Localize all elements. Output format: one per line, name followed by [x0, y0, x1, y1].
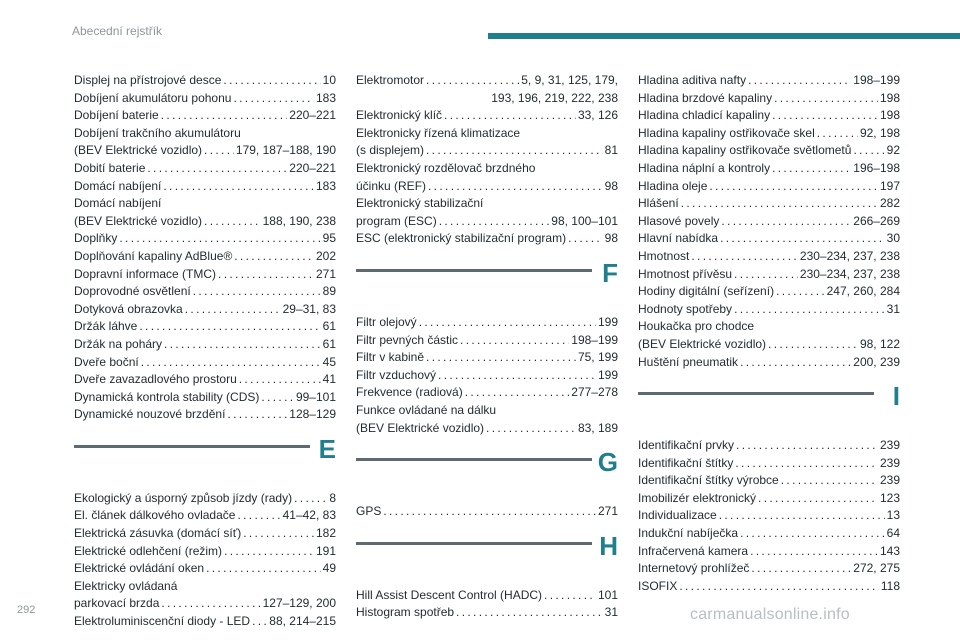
leader-dots: [544, 587, 596, 605]
index-entry: [638, 490, 900, 508]
index-entry-term: Hladina oleje: [638, 178, 708, 193]
index-entry-pages: 118: [880, 578, 900, 593]
leader-dots: [681, 195, 878, 213]
index-entry-term: Hmotnost přívěsu: [638, 266, 733, 281]
index-entry-term: Elektromotor: [356, 73, 425, 87]
leader-dots: [768, 336, 858, 354]
leader-dots: [428, 178, 603, 196]
leader-dots: [456, 604, 603, 622]
index-entry: [638, 578, 900, 596]
index-entry: [638, 354, 900, 372]
index-entry-term: Elektroluminiscenční diody - LED: [74, 614, 251, 629]
index-entry-term: Dveře zavazadlového prostoru: [74, 372, 237, 387]
leader-dots: [164, 336, 321, 354]
index-entry: [638, 266, 900, 284]
index-entry-pages: 88, 214–215: [269, 614, 336, 629]
index-entry: [356, 195, 618, 230]
index-entry-pages: 127–129, 200: [262, 596, 336, 611]
index-entry-pages: 197: [879, 178, 900, 193]
index-entry: [74, 283, 336, 301]
leader-dots: [776, 283, 825, 301]
index-entry-pages: 266–269: [853, 213, 900, 228]
index-entry: [638, 301, 900, 319]
index-entry-term: Filtr vzduchový: [356, 367, 437, 382]
index-entry-pages: 31: [604, 605, 618, 620]
watermark: carmanualsonline.info: [690, 606, 850, 623]
index-entry-pages: 89: [322, 284, 336, 299]
index-entry-term: Domácí nabíjení: [74, 196, 162, 211]
index-column-1: [74, 72, 336, 631]
index-entry: [638, 543, 900, 561]
index-entry-term: Hladina chladicí kapaliny: [638, 108, 771, 123]
index-entry: [638, 318, 900, 353]
index-entry-term: účinku (REF): [356, 178, 427, 193]
index-entry-term: Dobíjení akumulátoru pohonu: [74, 90, 232, 105]
index-entry-pages: 30: [886, 231, 900, 246]
index-entry: [356, 503, 618, 521]
index-entry-pages: 282: [879, 196, 900, 211]
index-entry: [638, 178, 900, 196]
index-entry-pages: 98: [604, 178, 618, 193]
index-column-2: [356, 72, 618, 622]
index-entry: [74, 266, 336, 284]
index-entry-term: Houkačka pro chodce: [638, 319, 755, 334]
leader-dots: [237, 507, 280, 525]
index-entry-pages: 182: [315, 526, 336, 541]
index-entry-term: Elektricky ovládaná: [74, 578, 178, 593]
leader-dots: [772, 107, 878, 125]
chapter-title: Abecední rejstřík: [72, 24, 163, 38]
index-column-3: [638, 72, 900, 595]
index-entry: [638, 160, 900, 178]
index-entry: [74, 406, 336, 424]
index-entry: [74, 107, 336, 125]
index-entry-pages: 41–42, 83: [282, 508, 336, 523]
leader-dots: [147, 160, 287, 178]
index-entry: [356, 604, 618, 622]
index-entry-pages: 199: [597, 314, 618, 329]
leader-dots: [139, 318, 320, 336]
leader-dots: [679, 578, 879, 596]
leader-dots: [218, 266, 314, 284]
leader-dots: [426, 142, 603, 160]
section-rule: [356, 458, 592, 461]
index-entry-term: Identifikační prvky: [638, 438, 735, 453]
index-entry-pages: 13: [886, 508, 900, 523]
index-entry-term: Hmotnost: [638, 248, 690, 263]
leader-dots: [709, 178, 878, 196]
leader-dots: [119, 230, 320, 248]
leader-dots: [751, 560, 851, 578]
index-entry-term: Elektronický rozdělovač brzdného: [356, 160, 536, 175]
index-entry: [356, 125, 618, 160]
leader-dots: [224, 543, 314, 561]
index-entry-pages: 230–234, 237, 238: [799, 266, 900, 281]
index-entry-term: program (ESC): [356, 213, 437, 228]
index-entry-term: Hladina aditiva nafty: [638, 73, 747, 87]
index-entry: [74, 371, 336, 389]
index-entry-term: Dynamická kontrola stability (CDS): [74, 389, 260, 404]
index-entry-pages: 179, 187–188, 190: [235, 143, 336, 158]
index-entry: [356, 384, 618, 402]
index-entry: [638, 125, 900, 143]
leader-dots: [185, 301, 281, 319]
leader-dots: [721, 213, 851, 231]
index-entry: [638, 283, 900, 301]
leader-dots: [163, 178, 314, 196]
index-entry-pages: 198–199: [853, 73, 900, 87]
index-entry-pages: 8: [329, 490, 336, 505]
index-entry-term: Indukční nabíječka: [638, 526, 739, 541]
section-heading: [638, 371, 900, 437]
index-entry-pages: 31: [886, 301, 900, 316]
index-entry: [74, 248, 336, 266]
index-entry-term: Hladina náplní a kontroly: [638, 160, 771, 175]
leader-dots: [294, 490, 327, 508]
leader-dots: [438, 367, 596, 385]
index-entry-pages: 33, 126: [577, 108, 618, 123]
index-entry: [356, 587, 618, 605]
index-entry-term: (BEV Elektrické vozidlo): [356, 420, 485, 435]
index-entry-pages: 188, 190, 238: [262, 213, 336, 228]
index-entry-term: Dveře boční: [74, 354, 139, 369]
index-entry-term: Hlasové povely: [638, 213, 720, 228]
index-entry-term: (s displejem): [356, 143, 425, 158]
leader-dots: [781, 472, 878, 490]
leader-dots: [204, 142, 234, 160]
index-entry: [74, 507, 336, 525]
index-entry: [74, 230, 336, 248]
index-entry-term: Elektronicky řízená klimatizace: [356, 125, 521, 140]
leader-dots: [568, 230, 603, 248]
index-entry: [638, 142, 900, 160]
index-entry-pages: 271: [597, 504, 618, 519]
index-entry-term: Doprovodné osvětlení: [74, 284, 191, 299]
leader-dots: [426, 72, 519, 90]
leader-dots: [774, 90, 878, 108]
index-entry-term: Filtr v kabině: [356, 350, 425, 365]
index-entry-pages: 92, 198: [859, 125, 900, 140]
index-entry-pages: 239: [879, 455, 900, 470]
index-entry-term: Imobilizér elektronický: [638, 490, 757, 505]
index-entry-term: Elektronický stabilizační: [356, 196, 484, 211]
index-entry: [638, 195, 900, 213]
section-heading: [74, 424, 336, 490]
index-entry: [356, 160, 618, 195]
index-entry-pages: 239: [879, 438, 900, 453]
index-entry-term: (BEV Elektrické vozidlo): [74, 143, 203, 158]
index-entry-pages: 191: [315, 543, 336, 558]
leader-dots: [227, 406, 287, 424]
leader-dots: [243, 525, 314, 543]
index-entry-pages: 247, 260, 284: [826, 284, 900, 299]
index-entry-term: Dobíjení baterie: [74, 108, 159, 123]
index-entry-term: Držák na poháry: [74, 336, 163, 351]
leader-dots: [758, 490, 878, 508]
index-entry: [356, 72, 618, 107]
index-entry-pages: 83, 189: [577, 420, 618, 435]
leader-dots: [261, 389, 294, 407]
leader-dots: [383, 503, 596, 521]
index-entry-term: Hodiny digitální (seřízení): [638, 284, 775, 299]
index-entry-pages: 61: [322, 336, 336, 351]
index-entry: [638, 213, 900, 231]
header-accent-bar: [488, 33, 960, 39]
index-entry-term: Individualizace: [638, 508, 717, 523]
index-entry-pages: 10: [322, 73, 336, 87]
leader-dots: [223, 72, 320, 90]
index-entry-pages: 202: [315, 248, 336, 263]
index-entry-pages-continued: 193, 196, 219, 222, 238: [491, 90, 618, 105]
leader-dots: [426, 349, 576, 367]
leader-dots: [720, 230, 885, 248]
index-entry: [74, 525, 336, 543]
index-entry: [638, 455, 900, 473]
leader-dots: [740, 525, 885, 543]
index-entry-pages: 183: [315, 178, 336, 193]
index-entry-pages: 49: [322, 561, 336, 576]
index-entry-term: Dynamické nouzové brzdění: [74, 407, 226, 422]
index-entry-term: Filtr pevných částic: [356, 332, 459, 347]
index-entry-term: GPS: [356, 504, 382, 519]
index-entry: [638, 230, 900, 248]
index-entry: [356, 230, 618, 248]
index-entry: [74, 578, 336, 613]
index-entry: [74, 613, 336, 631]
index-entry-term: Histogram spotřeb: [356, 605, 455, 620]
index-entry-pages: 75, 199: [577, 350, 618, 365]
index-entry-pages: 128–129: [289, 407, 336, 422]
index-entry: [74, 490, 336, 508]
index-entry-term: Dobíjení trakčního akumulátoru: [74, 125, 241, 140]
leader-dots: [465, 384, 570, 402]
index-entry-term: Huštění pneumatik: [638, 354, 739, 369]
index-entry-pages: 29–31, 83: [282, 301, 336, 316]
index-entry-term: Hladina kapaliny ostřikovače skel: [638, 125, 815, 140]
index-entry: [74, 543, 336, 561]
leader-dots: [141, 354, 321, 372]
page-number: 292: [17, 604, 36, 616]
index-entry: [74, 160, 336, 178]
index-entry-pages: 199: [597, 367, 618, 382]
section-letter: I: [892, 381, 900, 412]
index-entry: [638, 472, 900, 490]
leader-dots: [252, 613, 267, 631]
index-entry-pages: 41: [322, 372, 336, 387]
leader-dots: [161, 107, 288, 125]
index-entry-pages: 92: [886, 143, 900, 158]
leader-dots: [439, 213, 550, 231]
index-entry-pages: 95: [322, 231, 336, 246]
index-entry-pages: 271: [315, 266, 336, 281]
index-entry-term: Frekvence (radiová): [356, 385, 463, 400]
index-entry-term: Hladina brzdové kapaliny: [638, 90, 773, 105]
index-entry-term: parkovací brzda: [74, 596, 160, 611]
index-entry-pages: 183: [315, 90, 336, 105]
index-entry: [74, 336, 336, 354]
leader-dots: [419, 314, 596, 332]
section-letter: H: [599, 530, 618, 561]
index-entry-pages: 196–198: [853, 160, 900, 175]
leader-dots: [740, 354, 851, 372]
index-entry: [638, 248, 900, 266]
index-entry-pages: 98: [604, 231, 618, 246]
leader-dots: [239, 371, 321, 389]
leader-dots: [234, 248, 314, 266]
index-entry-pages: 220–221: [289, 160, 336, 175]
index-entry-term: Internetový prohlížeč: [638, 561, 750, 576]
leader-dots: [691, 248, 798, 266]
leader-dots: [772, 160, 851, 178]
leader-dots: [853, 142, 884, 160]
index-entry-pages: 45: [322, 354, 336, 369]
leader-dots: [719, 507, 885, 525]
index-entry: [638, 507, 900, 525]
section-rule: [356, 269, 592, 272]
index-entry-pages: 143: [879, 543, 900, 558]
index-entry: [74, 354, 336, 372]
leader-dots: [193, 283, 321, 301]
section-rule: [638, 392, 874, 395]
index-entry: [74, 72, 336, 90]
leader-dots: [204, 213, 261, 231]
leader-dots: [734, 266, 798, 284]
section-letter: G: [597, 447, 618, 478]
index-entry: [356, 314, 618, 332]
index-entry-pages: 200, 239: [853, 354, 900, 369]
index-entry: [638, 437, 900, 455]
index-entry-pages: 5, 9, 31, 125, 179,: [521, 73, 618, 87]
leader-dots: [734, 301, 885, 319]
index-entry: [638, 90, 900, 108]
index-entry-term: Displej na přístrojové desce: [74, 73, 222, 87]
section-letter: E: [318, 433, 336, 464]
index-entry: [74, 125, 336, 160]
index-entry-term: (BEV Elektrické vozidlo): [74, 213, 203, 228]
section-rule: [74, 445, 310, 448]
index-entry-pages: 123: [879, 490, 900, 505]
index-entry-term: Dotyková obrazovka: [74, 301, 183, 316]
leader-dots: [750, 543, 878, 561]
index-entry: [74, 318, 336, 336]
index-entry-term: Identifikační štítky výrobce: [638, 473, 779, 488]
index-entry-pages: 277–278: [571, 385, 618, 400]
index-entry-term: Elektrické odlehčení (režim): [74, 543, 223, 558]
index-entry-term: ISOFIX: [638, 578, 678, 593]
index-entry-pages: 230–234, 237, 238: [799, 248, 900, 263]
index-entry: [356, 402, 618, 437]
index-entry-term: Hill Assist Descent Control (HADC): [356, 587, 543, 602]
index-entry-term: Elektrické ovládání oken: [74, 561, 205, 576]
index-entry-term: Identifikační štítky: [638, 455, 734, 470]
index-entry: [74, 195, 336, 230]
index-entry-term: Dobití baterie: [74, 160, 146, 175]
index-entry-term: Hladina kapaliny ostřikovače světlometů: [638, 143, 852, 158]
index-entry: [638, 525, 900, 543]
index-entry-term: Doplňování kapaliny AdBlue®: [74, 248, 233, 263]
index-entry-pages: 99–101: [295, 389, 336, 404]
leader-dots: [486, 420, 576, 438]
index-entry-term: Elektrická zásuvka (domácí síť): [74, 526, 242, 541]
index-entry: [356, 107, 618, 125]
index-entry-pages: 198–199: [571, 332, 618, 347]
index-entry-pages: 198: [879, 108, 900, 123]
index-entry-pages: 239: [879, 473, 900, 488]
leader-dots: [206, 560, 321, 578]
index-entry-term: Domácí nabíjení: [74, 178, 162, 193]
section-heading: [356, 437, 618, 503]
leader-dots: [736, 437, 878, 455]
index-entry-term: Ekologický a úsporný způsob jízdy (rady): [74, 490, 293, 505]
leader-dots: [460, 332, 569, 350]
section-rule: [356, 542, 592, 545]
index-entry-term: Elektronický klíč: [356, 108, 443, 123]
index-entry-pages: 81: [604, 143, 618, 158]
leader-dots: [748, 72, 851, 90]
section-letter: F: [602, 257, 618, 288]
index-entry-pages: 64: [886, 526, 900, 541]
index-entry: [74, 90, 336, 108]
index-entry: [356, 332, 618, 350]
index-entry-term: Hlášení: [638, 196, 679, 211]
index-entry-term: Doplňky: [74, 231, 118, 246]
index-entry-pages: 98, 100–101: [551, 213, 618, 228]
index-entry-term: Držák láhve: [74, 319, 138, 334]
index-entry-term: El. článek dálkového ovladače: [74, 508, 236, 523]
index-entry: [356, 349, 618, 367]
index-entry-pages: 198: [879, 90, 900, 105]
index-entry: [638, 72, 900, 90]
index-entry-term: Funkce ovládané na dálku: [356, 402, 497, 417]
index-entry: [638, 560, 900, 578]
index-entry: [74, 178, 336, 196]
leader-dots: [233, 90, 314, 108]
section-heading: [356, 521, 618, 587]
index-entry: [356, 367, 618, 385]
index-entry-pages: 98, 122: [859, 336, 900, 351]
index-entry-term: Hodnoty spotřeby: [638, 301, 733, 316]
leader-dots: [735, 455, 878, 473]
leader-dots: [817, 125, 858, 143]
index-entry: [74, 389, 336, 407]
index-entry: [74, 560, 336, 578]
index-entry-term: Hlavní nabídka: [638, 231, 719, 246]
leader-dots: [444, 107, 576, 125]
section-heading: [356, 248, 618, 314]
index-entry-pages: 101: [597, 587, 618, 602]
index-entry-pages: 272, 275: [853, 561, 900, 576]
index-entry-pages: 61: [322, 319, 336, 334]
index-entry-term: (BEV Elektrické vozidlo): [638, 336, 767, 351]
index-entry: [638, 107, 900, 125]
index-entry-pages: 220–221: [289, 108, 336, 123]
index-entry: [74, 301, 336, 319]
index-entry-term: Infračervená kamera: [638, 543, 749, 558]
index-entry-term: Filtr olejový: [356, 314, 417, 329]
index-entry-term: ESC (elektronický stabilizační program): [356, 231, 567, 246]
index-entry-term: Dopravní informace (TMC): [74, 266, 217, 281]
leader-dots: [161, 595, 260, 613]
